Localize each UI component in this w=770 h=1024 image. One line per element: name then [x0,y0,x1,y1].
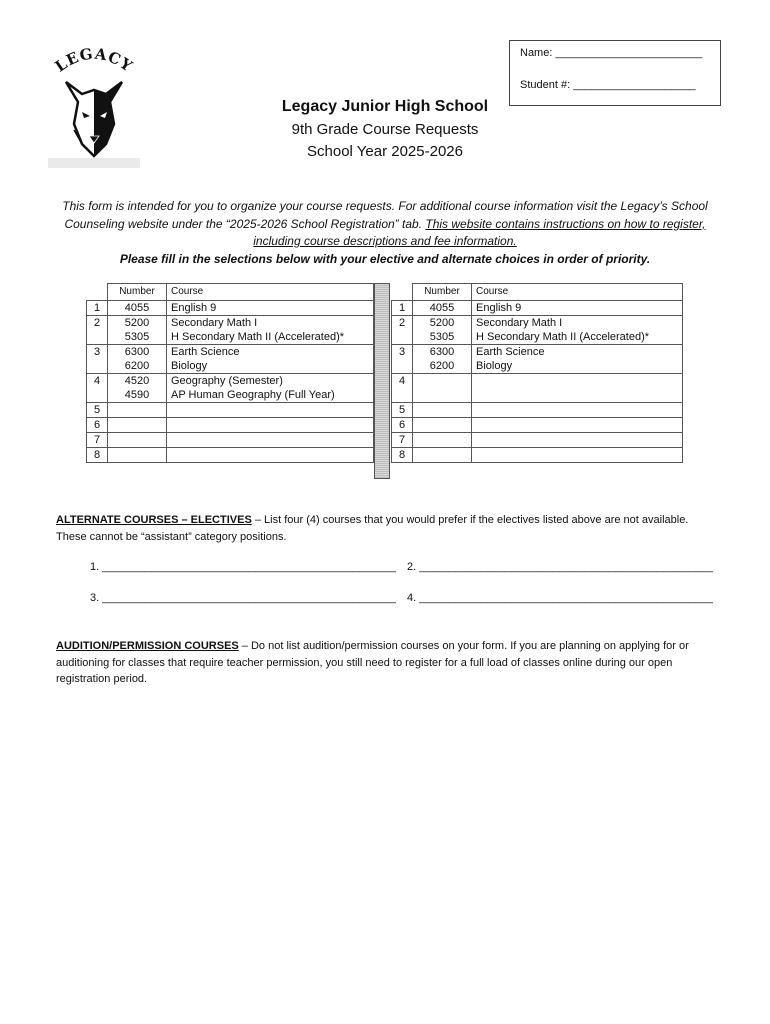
course-name[interactable] [472,433,683,448]
row-number: 4 [87,374,108,389]
table-row [392,388,683,403]
course-number[interactable] [108,403,167,418]
row-number [87,359,108,374]
row-number: 2 [392,316,413,331]
row-number: 1 [87,301,108,316]
row-number: 5 [87,403,108,418]
course-number[interactable] [413,388,472,403]
name-box [509,40,721,106]
row-number [392,388,413,403]
table-divider [374,283,390,479]
table-row [392,374,683,389]
form-subtitle: 9th Grade Course Requests [291,121,479,138]
row-number: 7 [392,433,413,448]
header-course: Course [167,284,374,301]
course-name[interactable] [472,374,683,389]
name-field[interactable]: Name: ________________________ [520,47,703,59]
course-name[interactable]: Secondary Math I [472,316,683,331]
table-row [87,374,374,389]
table-row [392,448,683,463]
course-number[interactable]: 4055 [413,301,472,316]
row-number [87,388,108,403]
table-row [87,403,374,418]
course-name[interactable]: Biology [472,359,683,374]
course-number[interactable]: 5305 [108,330,167,345]
course-number[interactable]: 4055 [108,301,167,316]
course-name[interactable]: English 9 [472,301,683,316]
school-title: Legacy Junior High School [281,98,489,115]
course-name[interactable]: Earth Science [167,345,374,360]
table-row [392,301,683,316]
header-number: Number [108,284,167,301]
course-name[interactable]: H Secondary Math II (Accelerated)* [472,330,683,345]
course-name[interactable]: Earth Science [472,345,683,360]
table-header-row [392,284,683,301]
table-row [87,330,374,345]
student-number-field[interactable]: Student #: ____________________ [520,79,696,91]
course-number[interactable]: 5200 [413,316,472,331]
row-number: 3 [87,345,108,360]
table-row [392,418,683,433]
row-number: 8 [87,448,108,463]
svg-text:LEGACY [52,45,136,76]
course-name[interactable] [472,448,683,463]
course-name[interactable]: English 9 [167,301,374,316]
table-row [87,301,374,316]
alternate-blank-2[interactable]: 2. ________________________________________________ [407,561,713,573]
table-row [392,345,683,360]
intro-instruction: Please fill in the selections below with your elective and alternate choices in order of priority. [119,251,651,266]
alternate-blank-3[interactable]: 3. ________________________________________________ [90,592,396,604]
table-row [392,403,683,418]
row-number [392,330,413,345]
table-row [87,433,374,448]
table-row [392,330,683,345]
course-number[interactable]: 6200 [413,359,472,374]
course-name[interactable]: Geography (Semester) [167,374,374,389]
header-course: Course [472,284,683,301]
course-number[interactable] [108,418,167,433]
course-name[interactable] [167,433,374,448]
school-year: School Year 2025-2026 [307,143,463,160]
table-row [392,433,683,448]
header-empty-cell [392,284,413,301]
alternate-courses-section [56,512,716,545]
audition-text: – Do not list audition/permission courses on your form. If you are planning on applying for or auditioning for classes that require teacher permission, you still need to register for a full load of classes online during our open registration period. [56,640,689,685]
table-row [87,345,374,360]
table-row [87,388,374,403]
intro-text: This form is intended for you to organize your course requests. For additional course information visit the Legacy’s School Counseling website under the “2025-2026 School Registration” tab. [62,199,708,231]
course-name[interactable] [472,403,683,418]
course-number[interactable]: 6200 [108,359,167,374]
alternate-courses-text: – List four (4) courses that you would prefer if the electives listed above are not available. These cannot be “assistant” category positions. [56,514,689,543]
course-number[interactable] [413,448,472,463]
table-row [87,359,374,374]
course-number[interactable]: 5200 [108,316,167,331]
header-number: Number [413,284,472,301]
header-empty-cell [87,284,108,301]
row-number: 5 [392,403,413,418]
course-name[interactable]: Secondary Math I [167,316,374,331]
alternate-courses-heading: ALTERNATE COURSES – ELECTIVES [56,514,252,526]
row-number: 3 [392,345,413,360]
table-row [392,359,683,374]
course-number[interactable] [108,448,167,463]
audition-heading: AUDITION/PERMISSION COURSES [56,640,239,652]
row-number: 2 [87,316,108,331]
row-number: 8 [392,448,413,463]
row-number: 1 [392,301,413,316]
row-number [392,359,413,374]
row-number: 7 [87,433,108,448]
alternate-blank-4[interactable]: 4. ________________________________________________ [407,592,713,604]
course-number[interactable]: 4590 [108,388,167,403]
intro-website-note: This website contains instructions on how to register, including course descriptions and fee information. [253,216,706,248]
course-name[interactable] [167,418,374,433]
course-number[interactable] [413,433,472,448]
course-name[interactable] [167,403,374,418]
course-name[interactable]: H Secondary Math II (Accelerated)* [167,330,374,345]
table-row [392,316,683,331]
course-number[interactable]: 5305 [413,330,472,345]
table-row [87,418,374,433]
course-number[interactable]: 4520 [108,374,167,389]
course-name[interactable] [472,418,683,433]
row-number: 6 [87,418,108,433]
course-number[interactable] [413,374,472,389]
course-request-table-left [86,283,374,463]
course-number[interactable] [413,403,472,418]
row-number: 6 [392,418,413,433]
table-row [87,448,374,463]
course-name[interactable] [167,448,374,463]
intro-paragraph [40,198,730,268]
row-number [87,330,108,345]
alternate-blank-1[interactable]: 1. ________________________________________________ [90,561,396,573]
course-number[interactable]: 6300 [108,345,167,360]
course-number[interactable]: 6300 [413,345,472,360]
course-name[interactable] [472,388,683,403]
table-row [87,316,374,331]
course-name[interactable]: Biology [167,359,374,374]
row-number: 4 [392,374,413,389]
course-number[interactable] [108,433,167,448]
table-header-row [87,284,374,301]
course-request-table-right [391,283,683,463]
audition-section [56,638,716,688]
course-name[interactable]: AP Human Geography (Full Year) [167,388,374,403]
course-number[interactable] [413,418,472,433]
logo-text: LEGACY [51,44,137,76]
